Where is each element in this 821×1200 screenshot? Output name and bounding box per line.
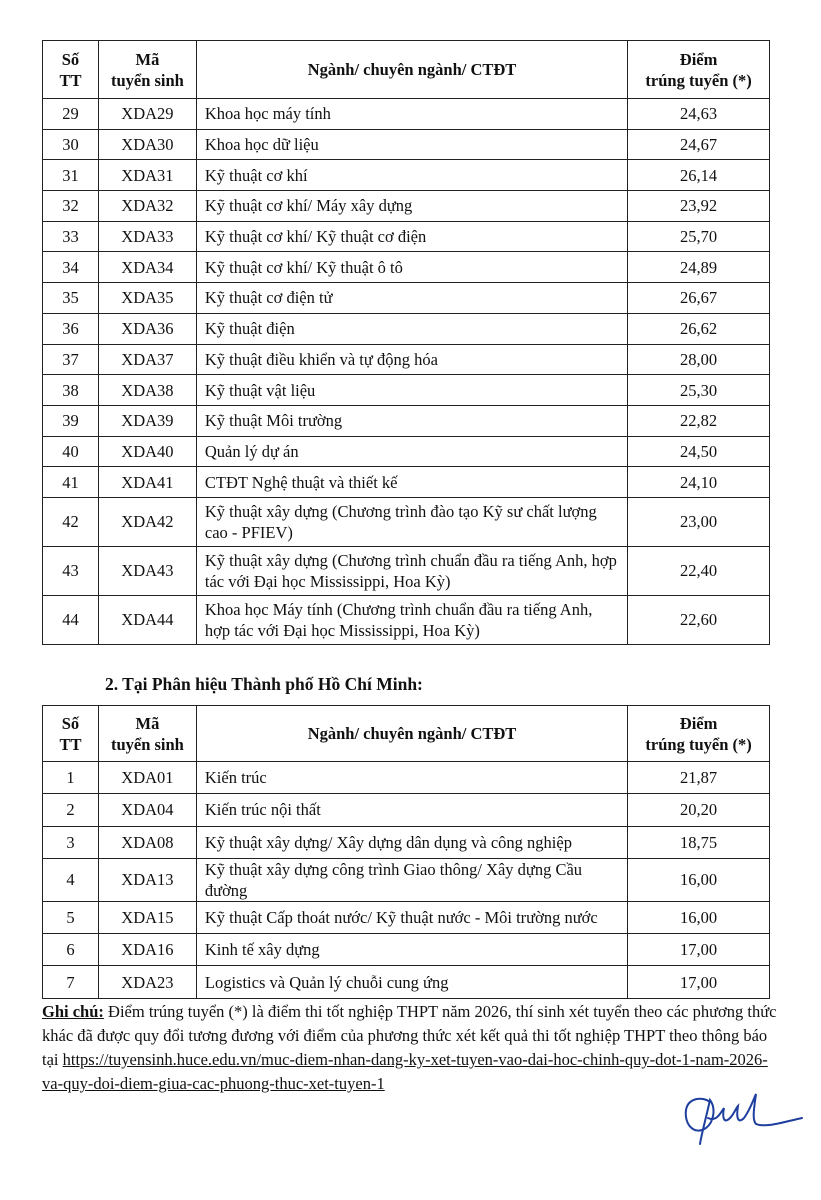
cell-nganh: Kỹ thuật Môi trường (196, 405, 627, 436)
cell-diem: 23,00 (628, 497, 770, 546)
cell-diem: 24,67 (628, 129, 770, 160)
cell-nganh: Kỹ thuật điện (196, 313, 627, 344)
signature-icon (680, 1088, 805, 1148)
cell-diem: 25,70 (628, 221, 770, 252)
table-row (43, 344, 770, 375)
table-row (43, 191, 770, 222)
cell-diem: 18,75 (628, 826, 770, 858)
cell-ma-tuyen-sinh: XDA34 (98, 252, 196, 283)
cell-stt: 36 (43, 313, 99, 344)
cell-nganh: Khoa học máy tính (196, 99, 627, 130)
admission-table-hcm (42, 705, 770, 999)
cell-ma-tuyen-sinh: XDA30 (98, 129, 196, 160)
header-stt: Số TT (43, 41, 99, 99)
cell-ma-tuyen-sinh: XDA01 (98, 762, 196, 794)
cell-diem: 22,82 (628, 405, 770, 436)
table-row (43, 901, 770, 933)
cell-nganh: Kiến trúc nội thất (196, 794, 627, 826)
cell-nganh: Kỹ thuật Cấp thoát nước/ Kỹ thuật nước - Môi trường nước (196, 901, 627, 933)
table-row (43, 794, 770, 826)
cell-nganh: Kỹ thuật vật liệu (196, 375, 627, 406)
section-title-hcm: 2. Tại Phân hiệu Thành phố Hồ Chí Minh: (105, 674, 423, 694)
cell-diem: 25,30 (628, 375, 770, 406)
note-text: Điểm trúng tuyển (*) là điểm thi tốt nghiệp THPT năm 2026, thí sinh xét tuyển theo các phương thức khác đã được quy đổi tương đương với điểm của phương thức xét kết quả thi tốt nghiệp THPT theo thông báo tại (42, 1002, 777, 1069)
cell-diem: 23,92 (628, 191, 770, 222)
cell-ma-tuyen-sinh: XDA29 (98, 99, 196, 130)
cell-nganh: Kỹ thuật xây dựng (Chương trình chuẩn đầu ra tiếng Anh, hợp tác với Đại học Mississippi, Hoa Kỳ) (196, 546, 627, 595)
note-label: Ghi chú: (42, 1002, 104, 1021)
cell-nganh: Kinh tế xây dựng (196, 934, 627, 966)
cell-stt: 37 (43, 344, 99, 375)
cell-diem: 17,00 (628, 934, 770, 966)
header-ma-tuyen-sinh: Mã tuyển sinh (98, 41, 196, 99)
cell-stt: 2 (43, 794, 99, 826)
cell-diem: 24,10 (628, 467, 770, 498)
admission-table-hanoi (42, 40, 770, 645)
header-nganh: Ngành/ chuyên ngành/ CTĐT (196, 41, 627, 99)
cell-diem: 16,00 (628, 858, 770, 901)
cell-diem: 26,67 (628, 283, 770, 314)
table-row (43, 283, 770, 314)
cell-stt: 5 (43, 901, 99, 933)
table-row (43, 405, 770, 436)
header-ma-tuyen-sinh: Mã tuyển sinh (98, 706, 196, 762)
cell-stt: 32 (43, 191, 99, 222)
cell-stt: 42 (43, 497, 99, 546)
table-row (43, 375, 770, 406)
cell-stt: 35 (43, 283, 99, 314)
cell-ma-tuyen-sinh: XDA08 (98, 826, 196, 858)
cell-nganh: Quản lý dự án (196, 436, 627, 467)
cell-diem: 17,00 (628, 966, 770, 998)
cell-diem: 21,87 (628, 762, 770, 794)
cell-diem: 22,40 (628, 546, 770, 595)
cell-ma-tuyen-sinh: XDA40 (98, 436, 196, 467)
cell-stt: 29 (43, 99, 99, 130)
cell-ma-tuyen-sinh: XDA33 (98, 221, 196, 252)
cell-stt: 38 (43, 375, 99, 406)
cell-stt: 30 (43, 129, 99, 160)
cell-ma-tuyen-sinh: XDA13 (98, 858, 196, 901)
cell-ma-tuyen-sinh: XDA39 (98, 405, 196, 436)
table-row (43, 826, 770, 858)
cell-nganh: CTĐT Nghệ thuật và thiết kế (196, 467, 627, 498)
header-nganh: Ngành/ chuyên ngành/ CTĐT (196, 706, 627, 762)
cell-ma-tuyen-sinh: XDA37 (98, 344, 196, 375)
cell-diem: 24,63 (628, 99, 770, 130)
note-link[interactable]: https://tuyensinh.huce.edu.vn/muc-diem-nhan-dang-ky-xet-tuyen-vao-dai-hoc-chinh-quy-dot-1-nam-2026-va-quy-doi-diem-giua-cac-phuong-thuc-xet-tuyen-1 (42, 1050, 768, 1093)
cell-ma-tuyen-sinh: XDA36 (98, 313, 196, 344)
cell-ma-tuyen-sinh: XDA35 (98, 283, 196, 314)
cell-ma-tuyen-sinh: XDA44 (98, 595, 196, 644)
cell-diem: 26,62 (628, 313, 770, 344)
cell-ma-tuyen-sinh: XDA23 (98, 966, 196, 998)
cell-stt: 40 (43, 436, 99, 467)
cell-ma-tuyen-sinh: XDA15 (98, 901, 196, 933)
table-row (43, 313, 770, 344)
cell-stt: 4 (43, 858, 99, 901)
cell-stt: 31 (43, 160, 99, 191)
cell-stt: 1 (43, 762, 99, 794)
cell-ma-tuyen-sinh: XDA41 (98, 467, 196, 498)
cell-stt: 44 (43, 595, 99, 644)
cell-nganh: Kỹ thuật cơ khí/ Máy xây dựng (196, 191, 627, 222)
header-diem: Điểm trúng tuyển (*) (628, 706, 770, 762)
cell-nganh: Kỹ thuật xây dựng (Chương trình đào tạo Kỹ sư chất lượng cao - PFIEV) (196, 497, 627, 546)
cell-ma-tuyen-sinh: XDA31 (98, 160, 196, 191)
cell-stt: 43 (43, 546, 99, 595)
cell-diem: 24,50 (628, 436, 770, 467)
table-row (43, 129, 770, 160)
cell-nganh: Kỹ thuật xây dựng/ Xây dựng dân dụng và công nghiệp (196, 826, 627, 858)
table-row (43, 497, 770, 546)
table-row (43, 858, 770, 901)
cell-diem: 16,00 (628, 901, 770, 933)
table-row (43, 762, 770, 794)
table-row (43, 595, 770, 644)
cell-diem: 26,14 (628, 160, 770, 191)
cell-ma-tuyen-sinh: XDA16 (98, 934, 196, 966)
cell-stt: 33 (43, 221, 99, 252)
cell-nganh: Logistics và Quản lý chuỗi cung ứng (196, 966, 627, 998)
table-row (43, 546, 770, 595)
table-row (43, 221, 770, 252)
cell-nganh: Kỹ thuật cơ khí (196, 160, 627, 191)
table-row (43, 252, 770, 283)
cell-stt: 3 (43, 826, 99, 858)
cell-stt: 6 (43, 934, 99, 966)
cell-diem: 28,00 (628, 344, 770, 375)
cell-diem: 20,20 (628, 794, 770, 826)
table-row (43, 160, 770, 191)
table-row (43, 467, 770, 498)
cell-nganh: Khoa học Máy tính (Chương trình chuẩn đầu ra tiếng Anh, hợp tác với Đại học Mississippi, Hoa Kỳ) (196, 595, 627, 644)
cell-ma-tuyen-sinh: XDA42 (98, 497, 196, 546)
cell-diem: 24,89 (628, 252, 770, 283)
table-row (43, 934, 770, 966)
cell-nganh: Kỹ thuật xây dựng công trình Giao thông/ Xây dựng Cầu đường (196, 858, 627, 901)
cell-ma-tuyen-sinh: XDA43 (98, 546, 196, 595)
cell-nganh: Kiến trúc (196, 762, 627, 794)
table-row (43, 99, 770, 130)
footnote (42, 1000, 777, 1096)
cell-ma-tuyen-sinh: XDA32 (98, 191, 196, 222)
cell-nganh: Khoa học dữ liệu (196, 129, 627, 160)
table-row (43, 436, 770, 467)
cell-diem: 22,60 (628, 595, 770, 644)
cell-nganh: Kỹ thuật điều khiển và tự động hóa (196, 344, 627, 375)
header-stt: Số TT (43, 706, 99, 762)
header-diem: Điểm trúng tuyển (*) (628, 41, 770, 99)
cell-stt: 34 (43, 252, 99, 283)
table-row (43, 966, 770, 998)
cell-nganh: Kỹ thuật cơ khí/ Kỹ thuật ô tô (196, 252, 627, 283)
cell-ma-tuyen-sinh: XDA04 (98, 794, 196, 826)
cell-nganh: Kỹ thuật cơ điện tử (196, 283, 627, 314)
cell-nganh: Kỹ thuật cơ khí/ Kỹ thuật cơ điện (196, 221, 627, 252)
table-header-row (43, 41, 770, 99)
cell-ma-tuyen-sinh: XDA38 (98, 375, 196, 406)
cell-stt: 41 (43, 467, 99, 498)
cell-stt: 39 (43, 405, 99, 436)
cell-stt: 7 (43, 966, 99, 998)
table-header-row (43, 706, 770, 762)
